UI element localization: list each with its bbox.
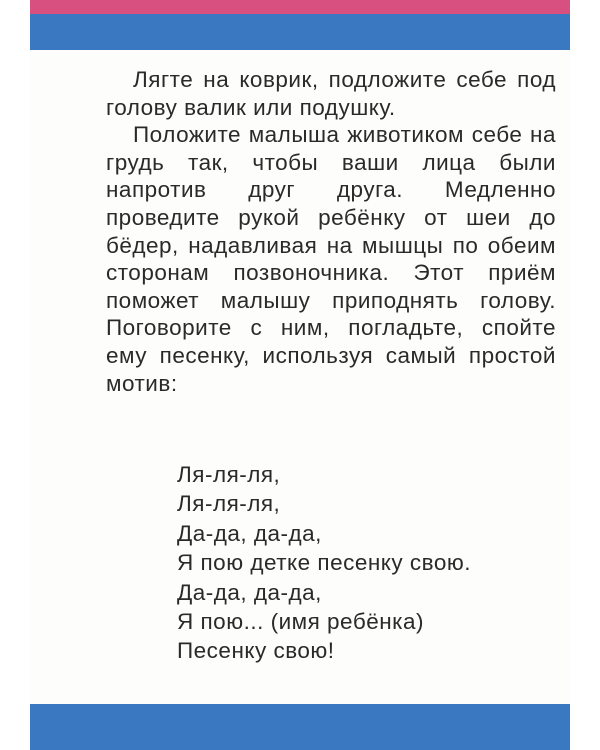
paragraph-intro: Лягте на коврик, подложите себе под голову валик или подушку. [106,67,556,120]
poem-line: Да-да, да-да, [177,520,322,546]
poem-line: Ля-ля-ля, [177,491,281,517]
top-pink-band [30,0,570,14]
song-verse [177,460,471,666]
poem-line: Песенку свою! [177,638,335,664]
page [30,0,570,750]
poem-line: Да-да, да-да, [177,579,322,605]
bottom-blue-band [30,704,570,750]
poem-line: Я пою детке песенку свою. [177,550,471,576]
poem-line: Я пою... (имя ребёнка) [177,609,424,635]
body-text [106,66,556,397]
top-blue-band [30,14,570,50]
paragraph-instructions: Положите малыша животиком себе на грудь так, чтобы ваши лица были напротив друг друга. Медленно проведите рукой ребёнку от шеи до бёдер, надавливая на мышцы по обеим сторонам позвоночника. Этот приём поможет малышу приподнять голову. Поговорите с ним, погладьте, спойте ему песенку, используя самый простой мотив: [106,122,556,396]
poem-line: Ля-ля-ля, [177,462,281,487]
